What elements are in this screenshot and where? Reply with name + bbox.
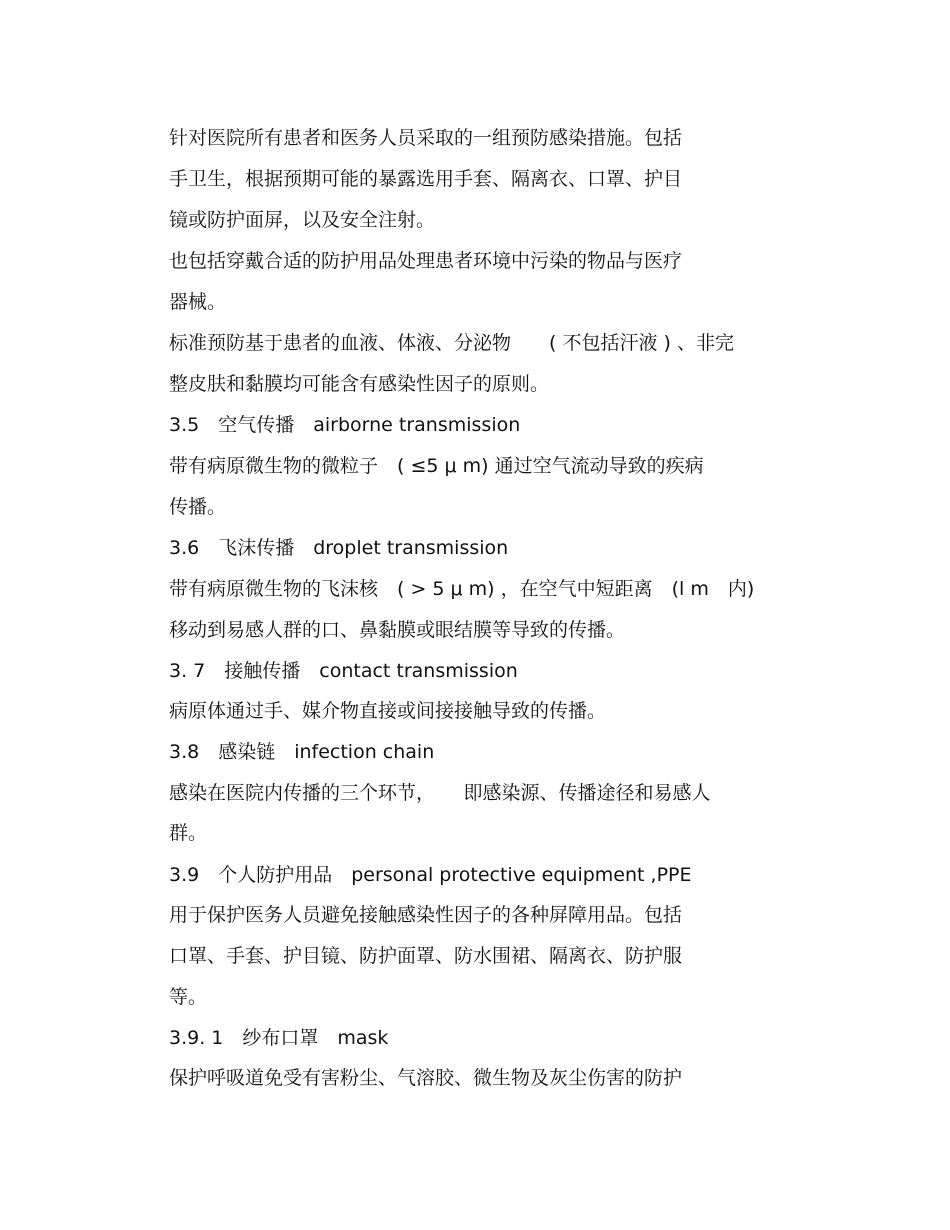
- text-line: 也包括穿戴合适的防护用品处理患者环境中污染的物品与医疗: [169, 250, 683, 272]
- text-line: 群。: [169, 822, 208, 844]
- section-heading: 3.9 个人防护用品 personal protective equipment ,PPE: [169, 864, 692, 886]
- text-line: 感染在医院内传播的三个环节， 即感染源、传播途径和易感人: [169, 782, 711, 804]
- text-line: 保护呼吸道免受有害粉尘、气溶胶、微生物及灰尘伤害的防护: [169, 1067, 683, 1089]
- section-heading: 3.8 感染链 infection chain: [169, 741, 435, 763]
- text-line: 整皮肤和黏膜均可能含有感染性因子的原则。: [169, 373, 550, 395]
- text-line: 带有病原微生物的微粒子 ( ≤5 μ m) 通过空气流动导致的疾病: [169, 455, 704, 477]
- text-line: 口罩、手套、护目镜、防护面罩、防水围裙、隔离衣、防护服: [169, 945, 683, 967]
- text-line: 带有病原微生物的飞沫核 ( > 5 μ m) ，在空气中短距离 (l m 内): [169, 578, 755, 600]
- text-line: 等。: [169, 986, 208, 1008]
- text-line: 标准预防基于患者的血液、体液、分泌物 ( 不包括汗液 ) 、非完: [169, 332, 734, 354]
- text-line: 手卫生，根据预期可能的暴露选用手套、隔离衣、口罩、护目: [169, 168, 683, 190]
- section-heading: 3. 7 接触传播 contact transmission: [169, 660, 518, 682]
- section-heading: 3.9. 1 纱布口罩 mask: [169, 1027, 389, 1049]
- section-heading: 3.5 空气传播 airborne transmission: [169, 414, 521, 436]
- text-line: 传播。: [169, 496, 227, 518]
- text-line: 病原体通过手、媒介物直接或间接接触导致的传播。: [169, 700, 607, 722]
- text-line: 用于保护医务人员避免接触感染性因子的各种屏障用品。包括: [169, 904, 683, 926]
- text-line: 移动到易感人群的口、鼻黏膜或眼结膜等导致的传播。: [169, 619, 626, 641]
- text-line: 针对医院所有患者和医务人员采取的一组预防感染措施。包括: [169, 127, 683, 149]
- section-heading: 3.6 飞沫传播 droplet transmission: [169, 537, 509, 559]
- text-line: 器械。: [169, 291, 227, 313]
- text-line: 镜或防护面屏，以及安全注射。: [169, 209, 436, 231]
